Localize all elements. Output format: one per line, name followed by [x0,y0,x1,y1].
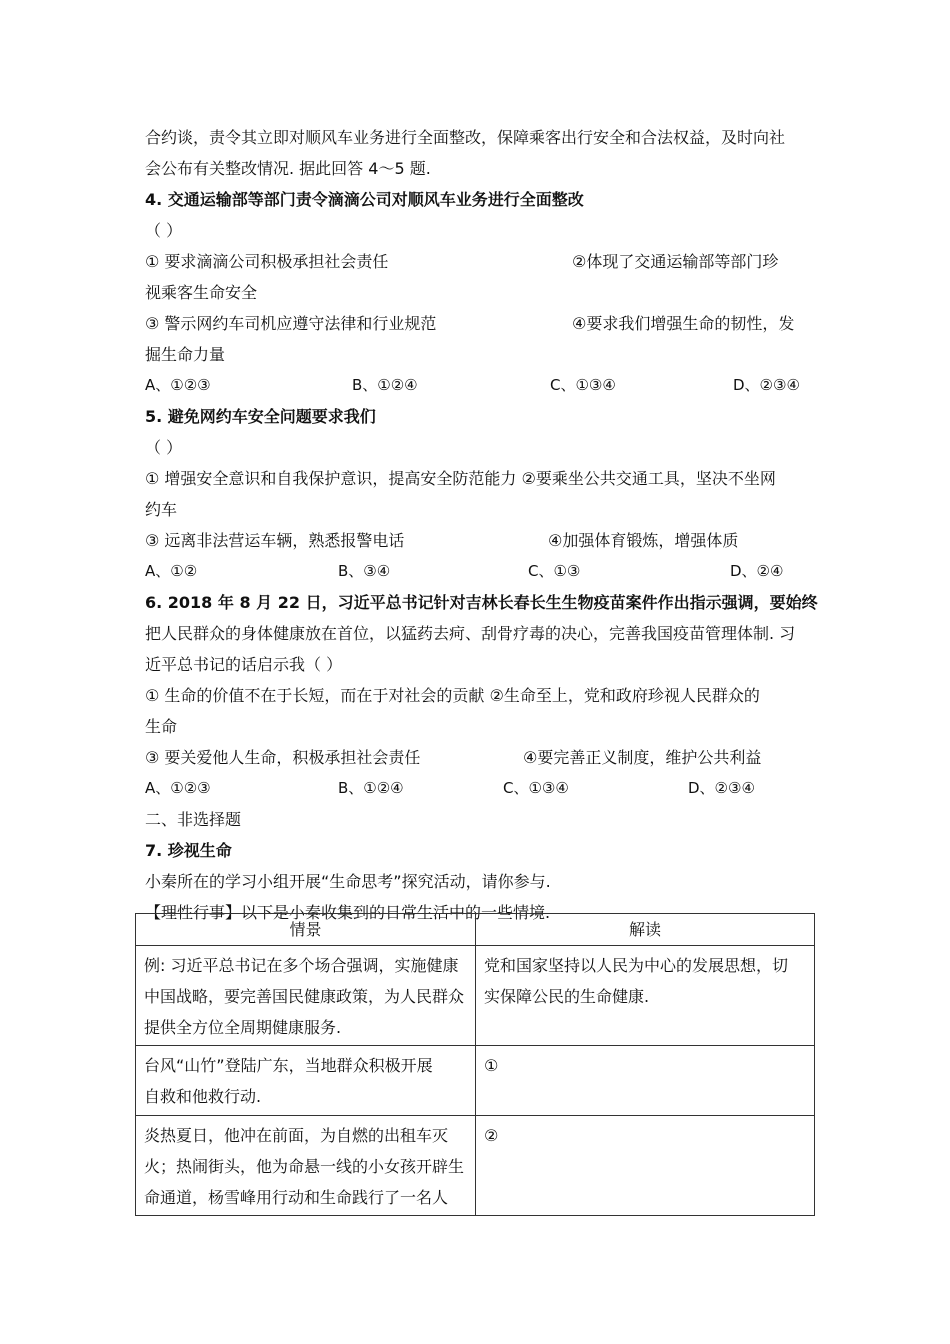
scene-line: 命通道，杨雪峰用行动和生命践行了一名人 [144,1188,449,1207]
q6-line-3: 近平总书记的话启示我（ ） [145,655,343,674]
reading-line: 党和国家坚持以人民为中心的发展思想，切 [484,956,789,975]
document-body [145,122,818,928]
scenario-table [135,913,815,1216]
q4-statement-4-cont: 掘生命力量 [145,345,226,364]
q6-statement-3: ③ 要关爱他人生命，积极承担社会责任 [145,748,421,767]
q5-statement-2-cont: 约车 [145,500,178,519]
scene-cell [136,1116,476,1216]
q4-option-d[interactable]: D、②③④ [733,376,800,394]
q5-statement-3: ③ 远离非法营运车辆，熟悉报警电话 [145,531,405,550]
q6-stem-start: 6. 2018 年 8 月 22 日，习近平总书记针对吉林长春长生生物疫苗案件作出指示强调，要始终 [145,593,818,612]
q6-statement-2-cont: 生命 [145,717,178,736]
q5-option-a[interactable]: A、①② [145,562,198,580]
q4-statement-2: ②体现了交通运输部等部门珍 [572,252,779,271]
reading-line: ② [484,1126,499,1145]
table-header-row [136,914,815,946]
q5-option-b[interactable]: B、③④ [338,562,391,580]
q7-intro: 小秦所在的学习小组开展“生命思考”探究活动，请你参与. [145,872,551,891]
reading-cell [476,946,815,1046]
q4-statement-3: ③ 警示网约车司机应遵守法律和行业规范 [145,314,437,333]
q4-option-b[interactable]: B、①②④ [352,376,418,394]
q5-option-d[interactable]: D、②④ [730,562,784,580]
reading-line: 实保障公民的生命健康. [484,987,650,1006]
q6-line-1 [145,587,818,618]
scene-cell [136,1046,476,1116]
scene-line: 例: 习近平总书记在多个场合强调，实施健康 [144,956,459,975]
q6-option-b[interactable]: B、①②④ [338,779,404,797]
q4-statement-4: ④要求我们增强生命的韧性，发 [572,314,795,333]
q6-statement-4: ④要完善正义制度，维护公共利益 [523,748,762,767]
q4-stem: 4. 交通运输部等部门责令滴滴公司对顺风车业务进行全面整改 [145,190,584,209]
section-heading: 二、非选择题 [145,810,242,829]
q5-statements-1-2: ① 增强安全意识和自我保护意识，提高安全防范能力 ②要乘坐公共交通工具，坚决不坐网 [145,469,776,488]
q5-paren: （ ） [145,438,183,457]
scene-line: 火；热闹街头，他为命悬一线的小女孩开辟生 [144,1157,465,1176]
table-row [136,1046,815,1116]
scene-line: 炎热夏日，他冲在前面，为自燃的出租车灭 [144,1126,449,1145]
answer-cell-2[interactable] [476,1116,815,1216]
q5-statement-4: ④加强体育锻炼，增强体质 [548,531,739,550]
q5-stem: 5. 避免网约车安全问题要求我们 [145,407,376,426]
q6-statements-1-2: ① 生命的价值不在于长短，而在于对社会的贡献 ②生命至上，党和政府珍视人民群众的 [145,686,760,705]
table-row [136,1116,815,1216]
answer-cell-1[interactable] [476,1046,815,1116]
q6-options [145,773,810,804]
table-row [136,946,815,1046]
scene-line: 自救和他救行动. [144,1087,262,1106]
q6-option-a[interactable]: A、①②③ [145,779,211,797]
q7-title: 7. 珍视生命 [145,841,232,860]
q5-options [145,556,810,587]
q4-options [145,370,810,401]
header-scene: 情景 [136,914,476,946]
scene-cell [136,946,476,1046]
scene-line: 中国战略，要完善国民健康政策，为人民群众 [144,987,465,1006]
header-reading: 解读 [476,914,815,946]
q4-statement-2-cont: 视乘客生命安全 [145,283,258,302]
scene-line: 台风“山竹”登陆广东，当地群众积极开展 [144,1056,433,1075]
q4-paren: （ ） [145,221,183,240]
q6-option-d[interactable]: D、②③④ [688,779,755,797]
q4-statement-1: ① 要求滴滴公司积极承担社会责任 [145,252,389,271]
q4-option-c[interactable]: C、①③④ [550,376,616,394]
intro-line-2: 会公布有关整改情况. 据此回答 4～5 题. [145,159,431,178]
scene-line: 提供全方位全周期健康服务. [144,1018,342,1037]
q6-option-c[interactable]: C、①③④ [503,779,569,797]
q6-line-2: 把人民群众的身体健康放在首位，以猛药去疴、刮骨疗毒的决心，完善我国疫苗管理体制. 习 [145,624,796,643]
q7-subheading: 【理性行事】以下是小秦收集到的日常生活中的一些情境. [145,903,551,922]
q4-option-a[interactable]: A、①②③ [145,376,211,394]
reading-line: ① [484,1056,499,1075]
intro-line-1: 合约谈，责令其立即对顺风车业务进行全面整改，保障乘客出行安全和合法权益，及时向社 [145,128,786,147]
q5-option-c[interactable]: C、①③ [528,562,581,580]
